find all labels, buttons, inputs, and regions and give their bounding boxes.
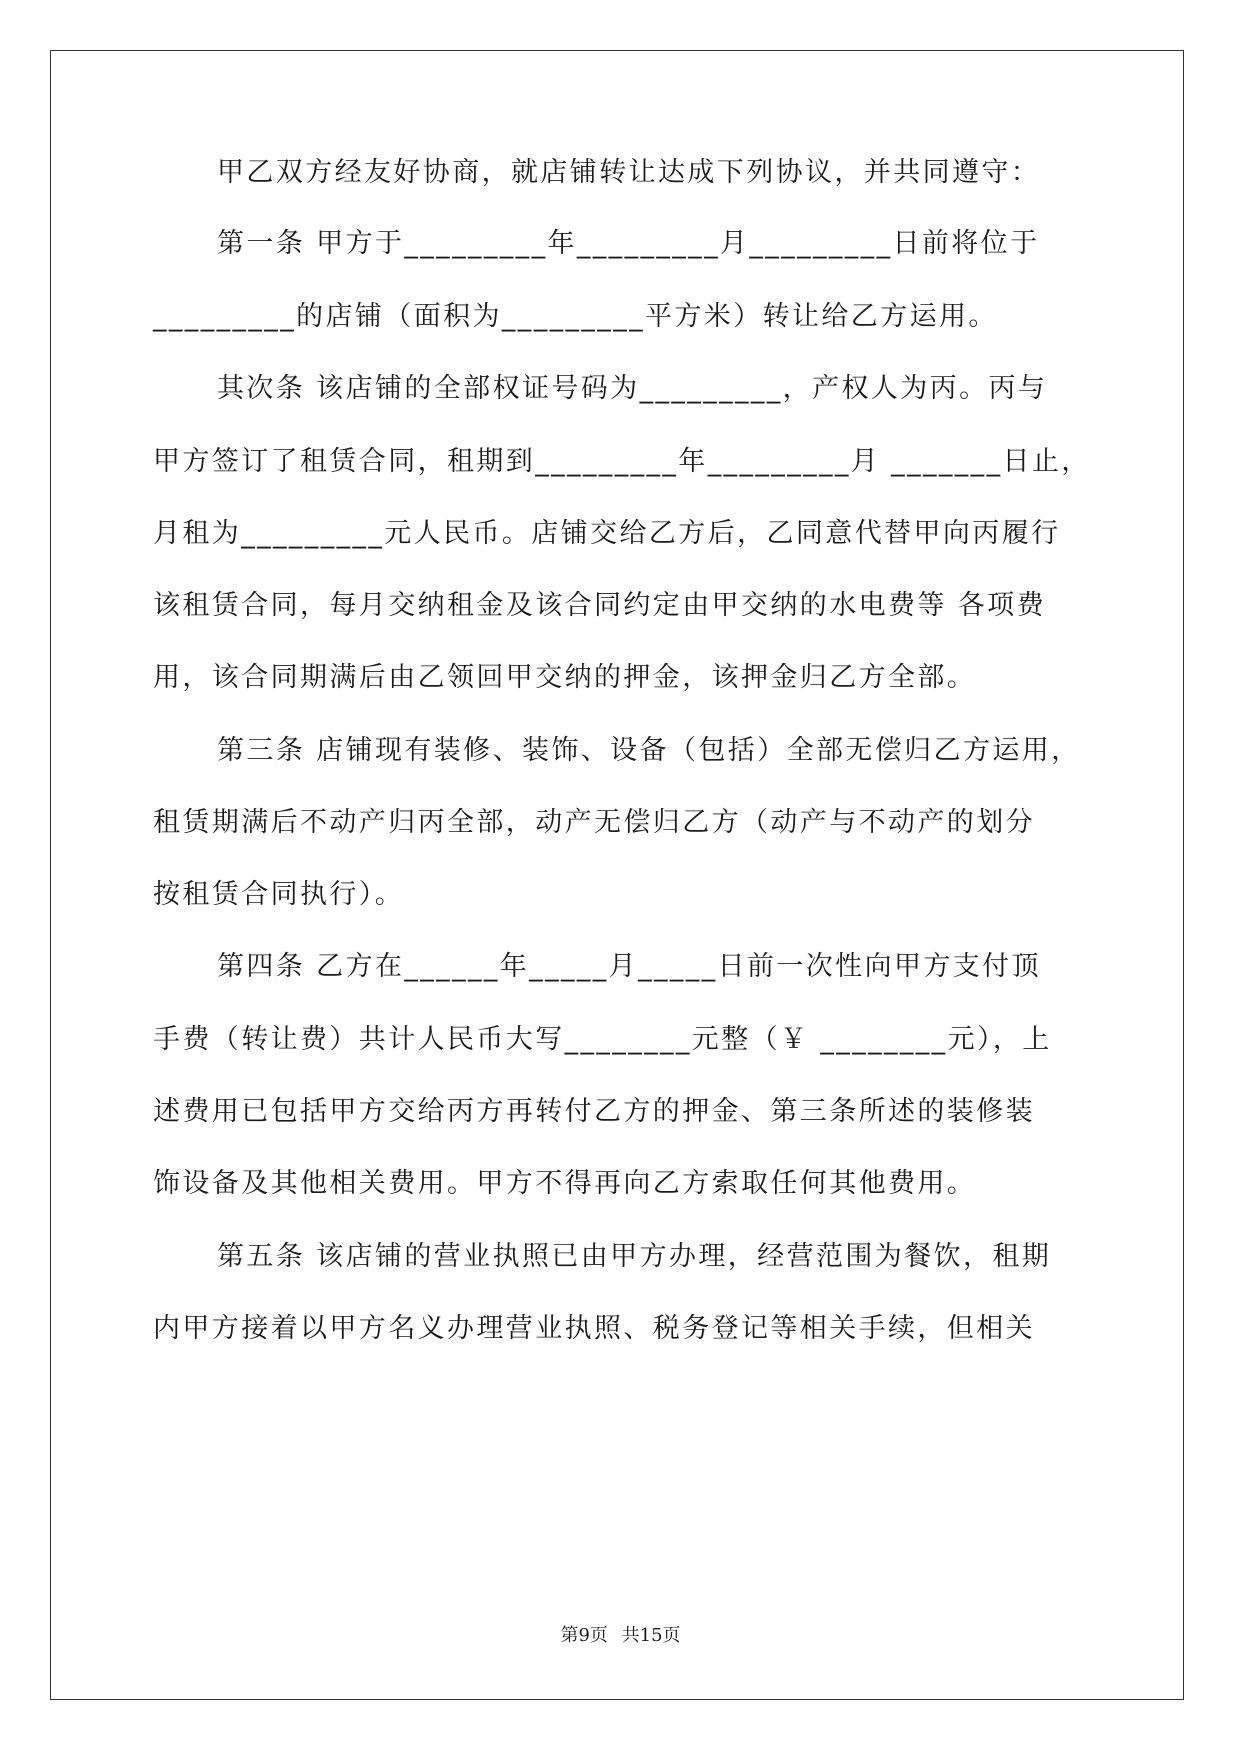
paragraph-line: _________的店铺（面积为_________平方米）转让给乙方运用。: [153, 301, 998, 332]
paragraph-line: 第四条 乙方在______年_____月_____日前一次性向甲方支付顶: [217, 951, 1041, 982]
paragraph-line: 按租赁合同执行）。: [153, 879, 405, 910]
paragraph-line: 月租为_________元人民币。店铺交给乙方后，乙同意代替甲向丙履行: [153, 518, 1061, 549]
paragraph-line: 租赁期满后不动产归丙全部，动产无偿归乙方（动产与不动产的划分: [153, 807, 1035, 838]
paragraph-line: 述费用已包括甲方交给丙方再转付乙方的押金、第三条所述的装修装: [153, 1096, 1035, 1127]
paragraph-line: 用，该合同期满后由乙领回甲交纳的押金，该押金归乙方全部。: [153, 662, 977, 693]
paragraph-line: 第一条 甲方于_________年_________月_________日前将位于: [217, 228, 1040, 259]
paragraph-line: 饰设备及其他相关费用。甲方不得再向乙方索取任何其他费用。: [153, 1168, 977, 1199]
paragraph-line: 第五条 该店铺的营业执照已由甲方办理，经营范围为餐饮，租期: [217, 1241, 1052, 1272]
paragraph-line: 手费（转让费）共计人民币大写________元整（￥ ________元），上: [153, 1024, 1052, 1055]
paragraph-line: 甲方签订了租赁合同，租期到_________年_________月 _______日止，: [153, 446, 1091, 477]
page-total: 共15页: [621, 1625, 681, 1646]
page-number: 第9页: [560, 1625, 608, 1646]
paragraph-line: 内甲方接着以甲方名义办理营业执照、税务登记等相关手续，但相关: [153, 1313, 1035, 1344]
paragraph-line: 其次条 该店铺的全部权证号码为_________，产权人为丙。丙与: [217, 373, 1048, 404]
paragraph-line: 该租赁合同，每月交纳租金及该合同约定由甲交纳的水电费等 各项费: [153, 590, 1046, 621]
paragraph-line: 第三条 店铺现有装修、装饰、设备（包括）全部无偿归乙方运用，: [217, 735, 1081, 766]
paragraph-line: 甲乙双方经友好协商，就店铺转让达成下列协议，并共同遵守：: [217, 157, 1041, 188]
page-footer: [0, 1624, 1241, 1648]
